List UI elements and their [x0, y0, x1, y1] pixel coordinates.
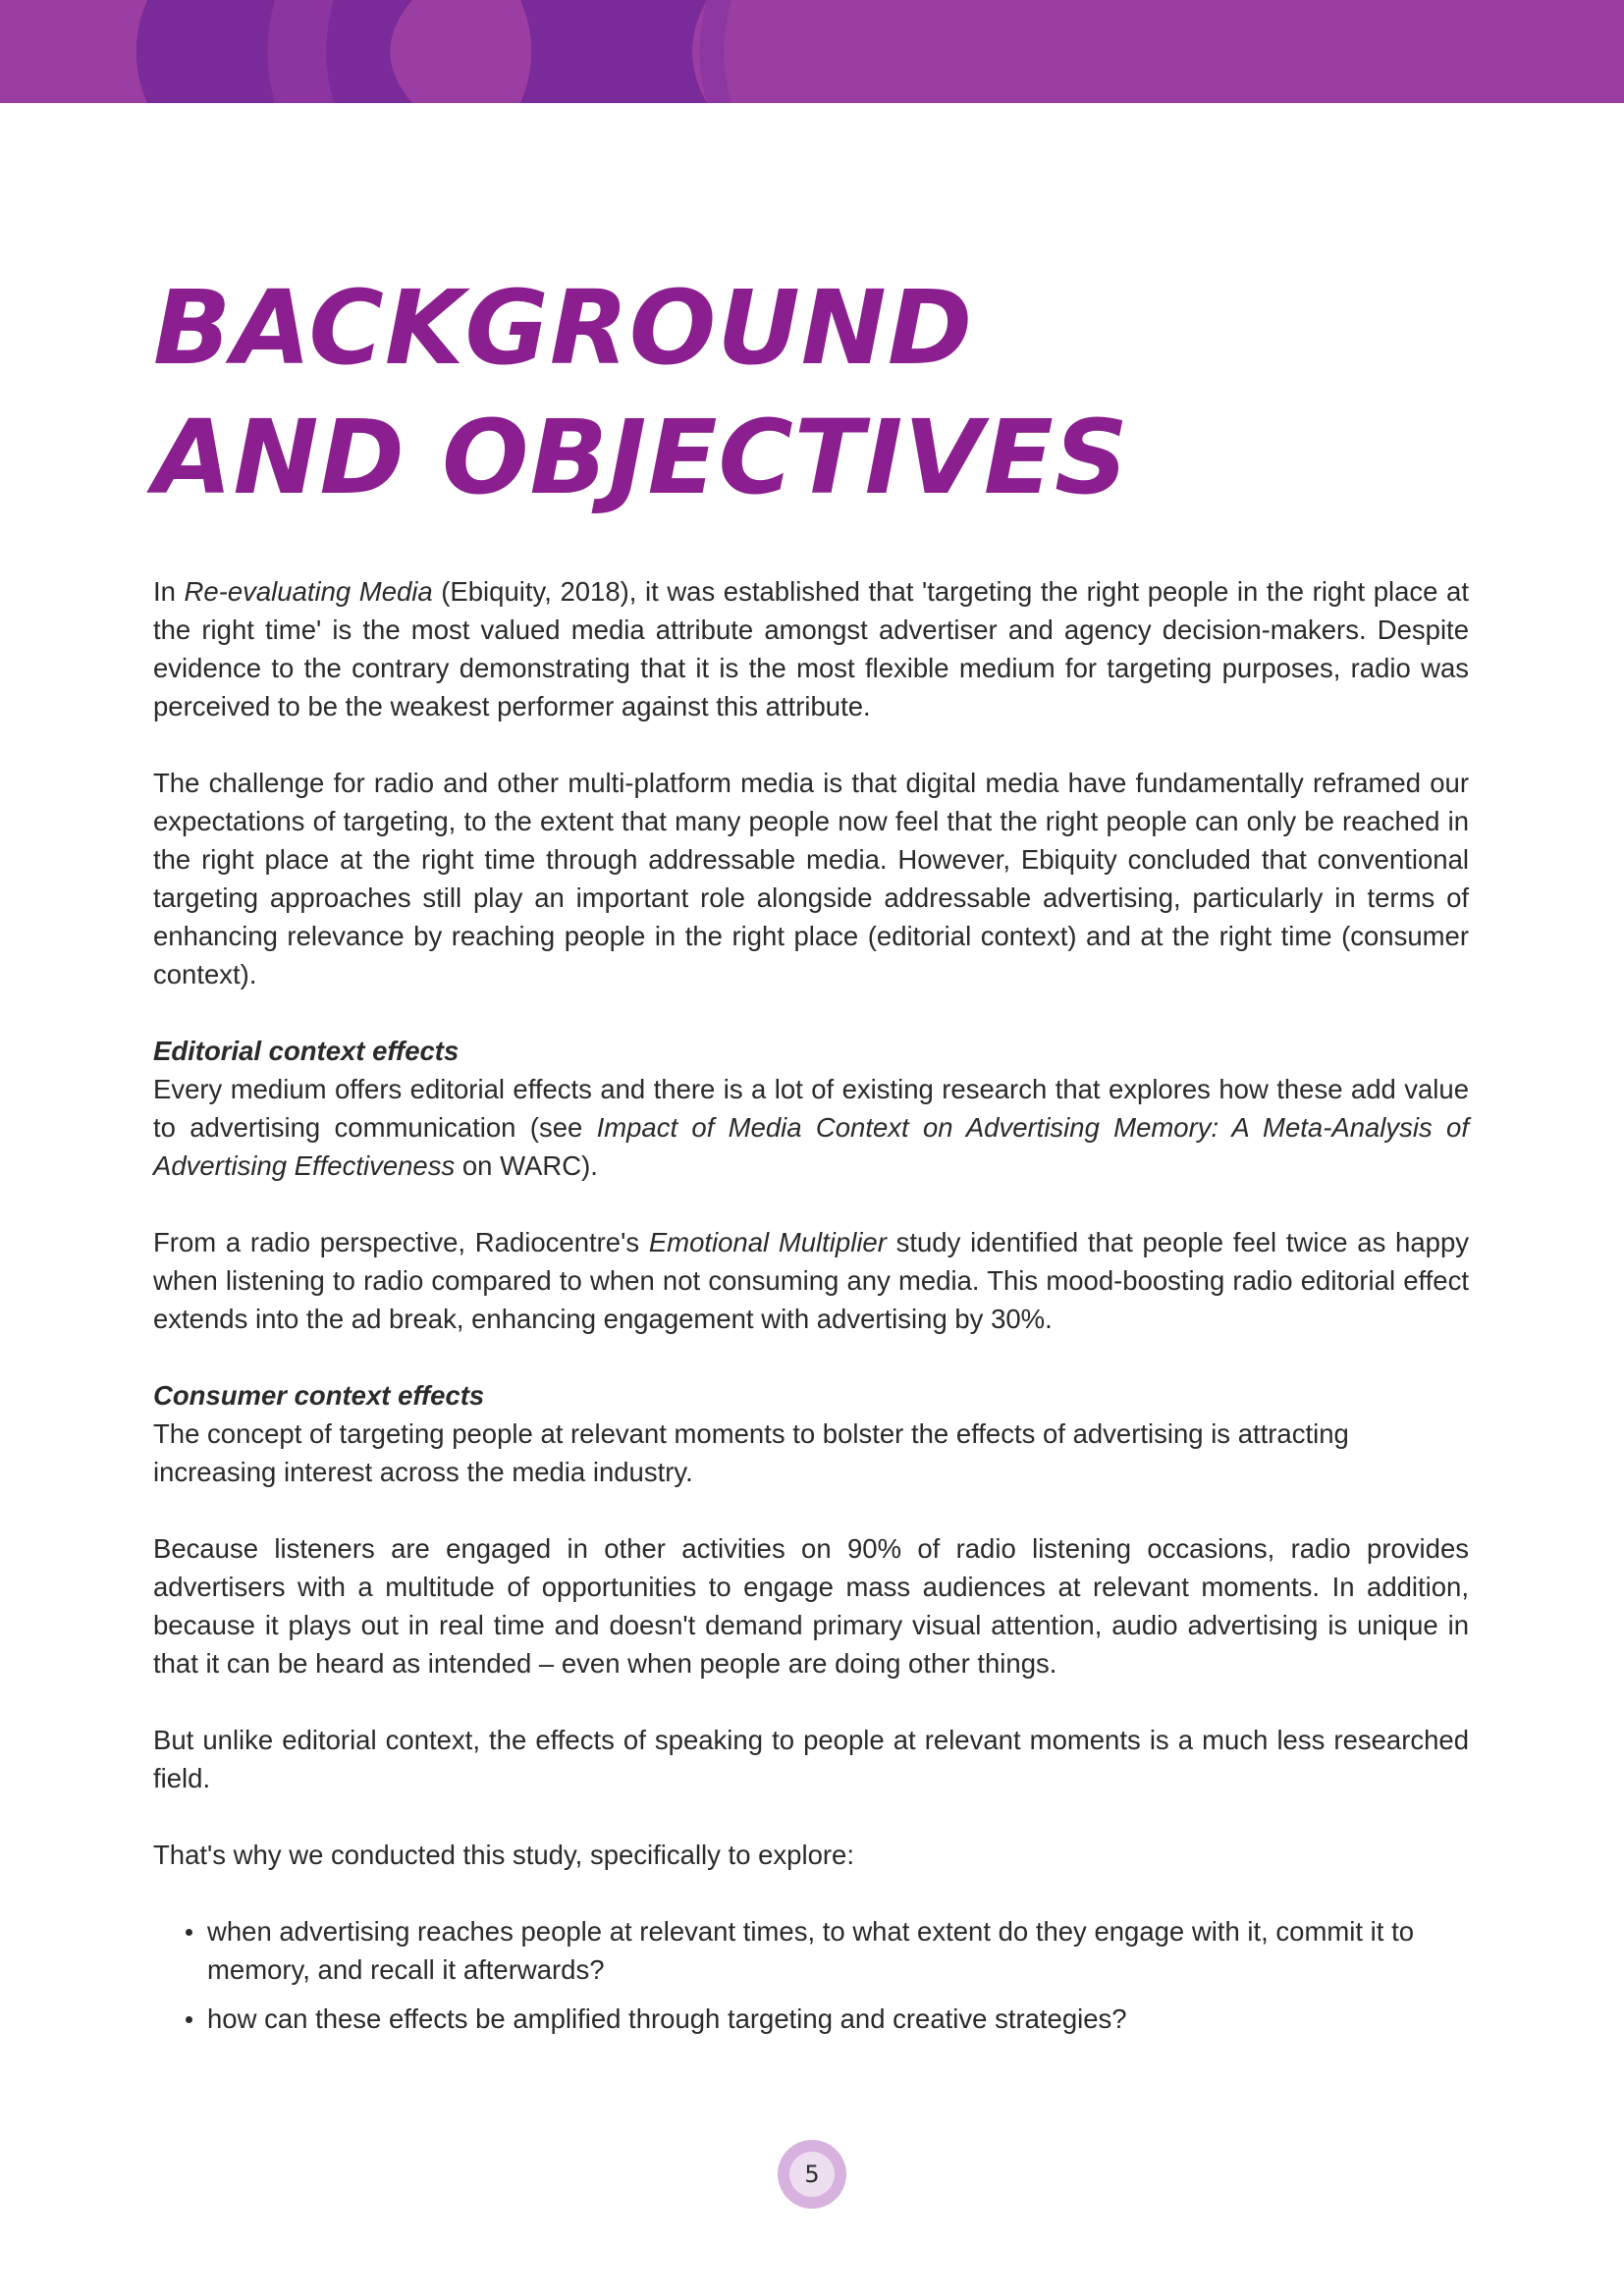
- page-title: [153, 263, 1129, 522]
- paragraph-unlike-editorial: But unlike editorial context, the effects of speaking to people at relevant moments is a much less researched field.: [153, 1725, 1469, 1793]
- body-content: [153, 572, 1469, 2049]
- heading-consumer-context: Consumer context effects: [153, 1380, 485, 1411]
- citation-warc-meta-analysis: Impact of Media Context on Advertising Memory: A Meta-Analysis of Advertising Effectiveness: [153, 1112, 1469, 1181]
- paragraph-consumer-intro: The concept of targeting people at relevant moments to bolster the effects of advertising is attracting increasing interest across the media industry.: [153, 1418, 1349, 1487]
- banner-wave-graphic: [0, 0, 1624, 103]
- list-item: how can these effects be amplified through targeting and creative strategies?: [207, 2000, 1469, 2038]
- page-title-line-1: BACKGROUND: [153, 268, 974, 388]
- heading-editorial-context: Editorial context effects: [153, 1036, 460, 1066]
- paragraph-intro: In Re-evaluating Media (Ebiquity, 2018), it was established that 'targeting the right people in the right place at the right time' is the most valued media attribute amongst advertiser and agency decision-makers. Despite evidence to the contrary demonstrating that it is the most flexible medium for targeting purposes, radio was perceived to be the weakest performer against this attribute.: [153, 576, 1469, 721]
- page-number: 5: [789, 2152, 835, 2197]
- page-title-line-2: AND OBJECTIVES: [153, 398, 1129, 517]
- paragraph-challenge: The challenge for radio and other multi-platform media is that digital media have fundamentally reframed our expectations of targeting, to the extent that many people now feel that the right people can only be reached in the right place at the right time through addressable media. However, Ebiquity concluded that conventional targeting approaches still play an important role alongside addressable advertising, particularly in terms of enhancing relevance by reaching people in the right place (editorial context) and at the right time (consumer context).: [153, 768, 1469, 989]
- paragraph-listener-activities: Because listeners are engaged in other activities on 90% of radio listening occasions, radio provides advertisers with a multitude of opportunities to engage mass audiences at relevant moments. In addition, because it plays out in real time and doesn't demand primary visual attention, audio advertising is unique in that it can be heard as intended – even when people are doing other things.: [153, 1533, 1469, 1679]
- header-banner: [0, 0, 1624, 103]
- list-item: when advertising reaches people at relevant times, to what extent do they engage with it, commit it to memory, and recall it afterwards?: [207, 1912, 1469, 1989]
- citation-re-evaluating-media: Re-evaluating Media: [184, 576, 433, 607]
- objectives-list: [153, 1912, 1469, 2038]
- paragraph-radio-perspective: From a radio perspective, Radiocentre's Emotional Multiplier study identified that people feel twice as happy when listening to radio compared to when not consuming any media. This mood-boosting radio editorial effect extends into the ad break, enhancing engagement with advertising by 30%.: [153, 1227, 1469, 1334]
- paragraph-study-purpose: That's why we conducted this study, specifically to explore:: [153, 1840, 854, 1870]
- citation-emotional-multiplier: Emotional Multiplier: [648, 1227, 887, 1257]
- paragraph-editorial-effects: Every medium offers editorial effects and there is a lot of existing research that explores how these add value to advertising communication (see Impact of Media Context on Advertising Memory: A Meta-Analysis of Advertising Effectiveness on WARC).: [153, 1074, 1469, 1181]
- page-number-badge: [778, 2140, 846, 2209]
